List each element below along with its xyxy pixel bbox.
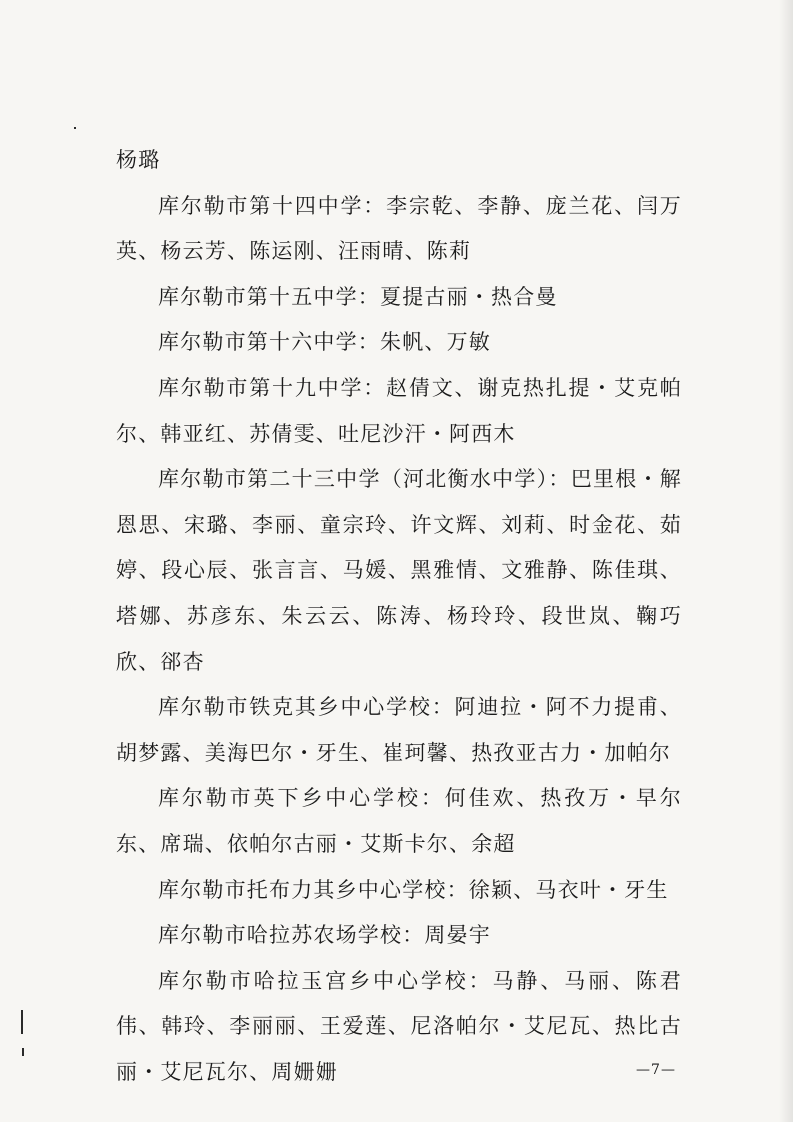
paragraph-tiekeqi-school: 库尔勒市铁克其乡中心学校：阿迪拉・阿不力提甫、胡梦露、美海巴尔・牙生、崔珂馨、热孜亚古力・加帕尔 [116,695,682,765]
paragraph-school-15: 库尔勒市第十五中学：夏提古丽・热合曼 [158,284,558,309]
paragraph-halasu-school: 库尔勒市哈拉苏农场学校：周晏宇 [158,923,491,948]
paragraph-school-16: 库尔勒市第十六中学：朱帆、万敏 [158,330,491,355]
paragraph-school-23: 库尔勒市第二十三中学（河北衡水中学）：巴里根・解恩思、宋璐、李丽、童宗玲、许文辉、刘莉、时金花、茹婷、段心辰、张言言、马媛、黑雅情、文雅静、陈佳琪、塔娜、苏彦东、朱云云、陈涛、杨玲玲、段世岚、鞠巧欣、郤杏 [116,467,682,674]
scan-mark-left [21,1010,23,1034]
page-number: —7— [636,1062,676,1078]
paragraph-continued-name: 杨璐 [116,148,161,172]
scan-mark-top [74,127,76,129]
paragraph-halayugong-school: 库尔勒市哈拉玉宫乡中心学校：马静、马丽、陈君伟、韩玲、李丽丽、王爱莲、尼洛帕尔・艾尼瓦、热比古丽・艾尼瓦尔、周姗姗 [116,968,682,1084]
document-body [116,138,682,1095]
paragraph-yingxia-school: 库尔勒市英下乡中心学校：何佳欢、热孜万・早尔东、席瑞、依帕尔古丽・艾斯卡尔、余超 [116,786,682,856]
paragraph-school-19: 库尔勒市第十九中学：赵倩文、谢克热扎提・艾克帕尔、韩亚红、苏倩雯、吐尼沙汗・阿西木 [116,375,682,446]
scan-edge-shadow [779,0,793,1122]
scan-mark-left-lower [22,1048,24,1056]
paragraph-tuobuliqi-school: 库尔勒市托布力其乡中心学校：徐颖、马衣叶・牙生 [158,877,669,902]
paragraph-school-14: 库尔勒市第十四中学：李宗乾、李静、庞兰花、闫万英、杨云芳、陈运刚、汪雨晴、陈莉 [116,193,682,264]
